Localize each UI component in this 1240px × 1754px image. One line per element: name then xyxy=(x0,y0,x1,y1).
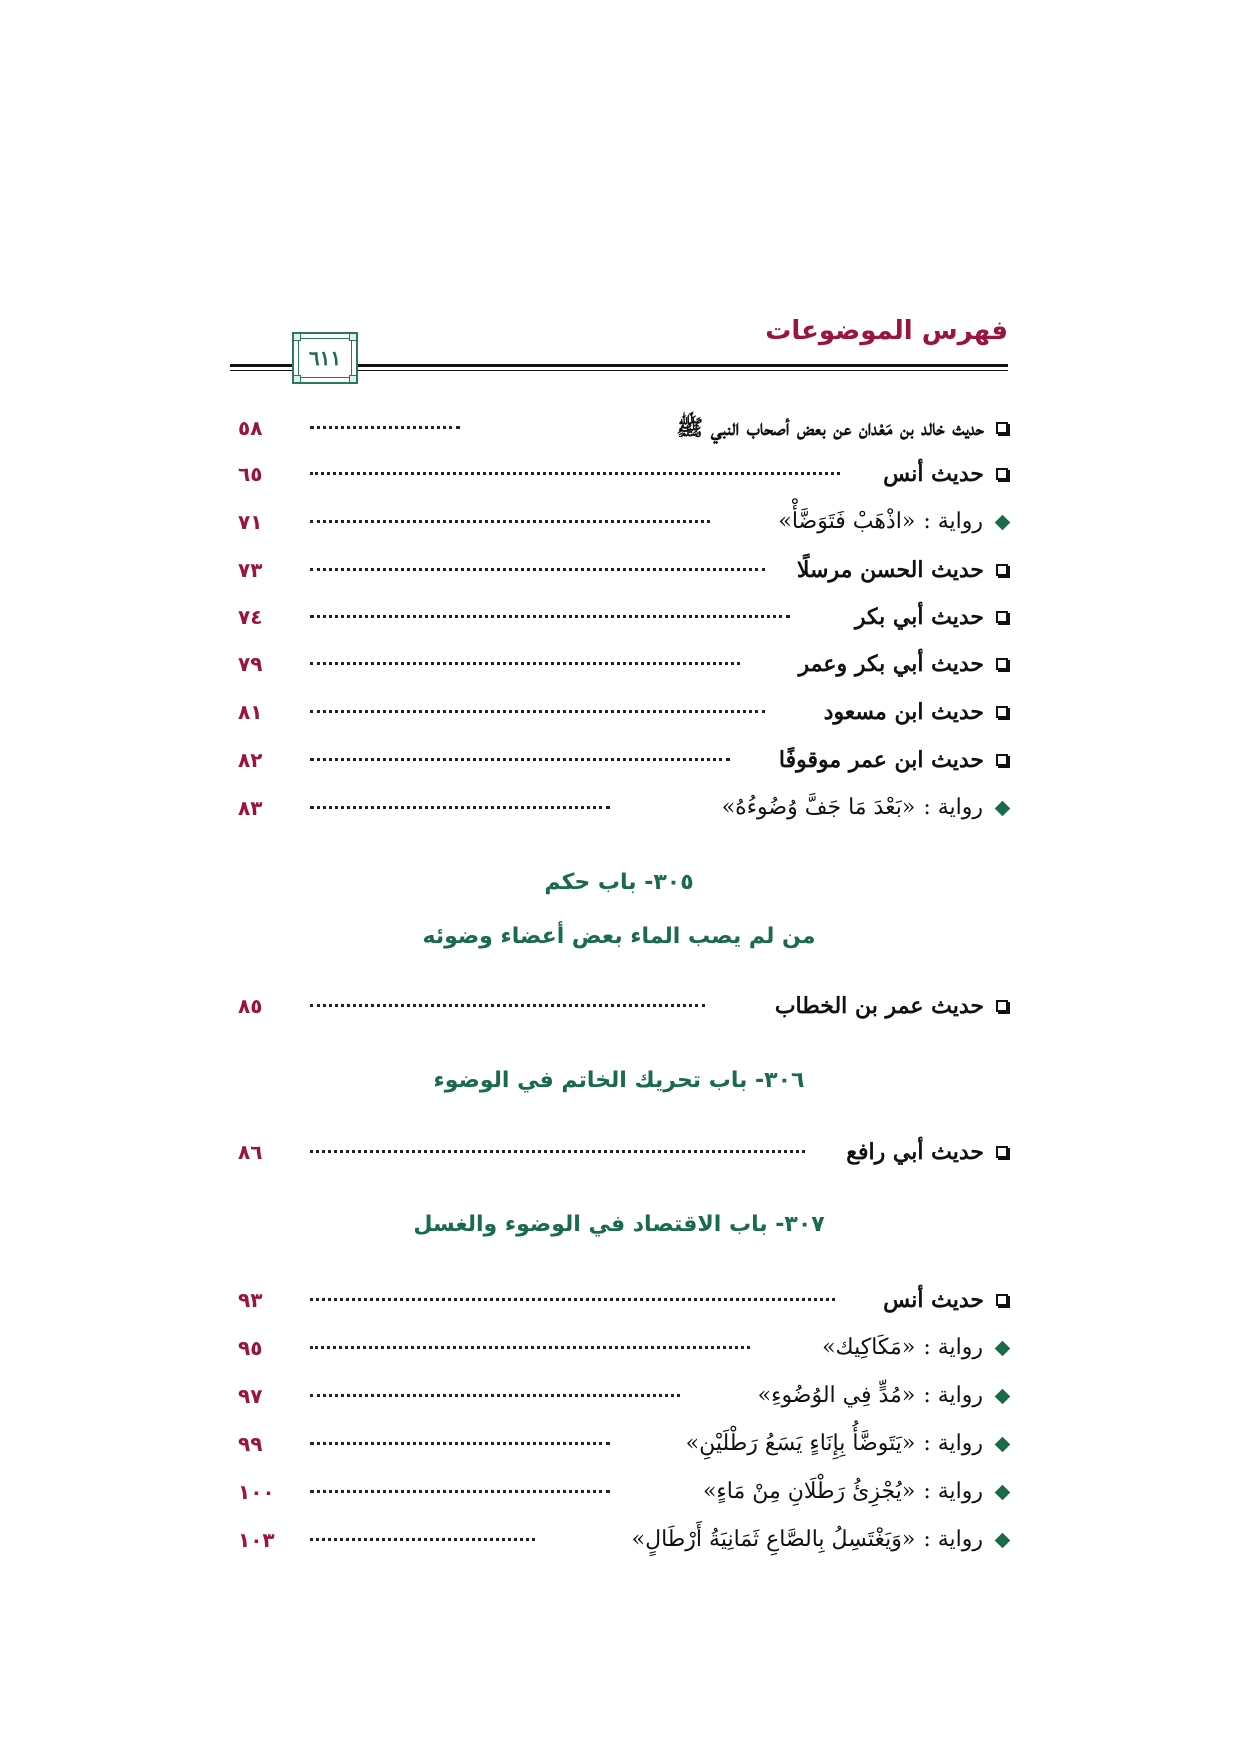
square-bullet-icon xyxy=(996,468,1008,480)
entry-text xyxy=(677,408,1008,448)
leader-dots xyxy=(310,1538,535,1541)
entry-label: حديث أبي بكر xyxy=(854,604,984,630)
entry-page-number: ٨٢ xyxy=(238,748,263,772)
entry-label: حديث الحسن مرسلًا xyxy=(796,557,984,583)
entry-label: «مَكَاكِيك» xyxy=(822,1335,916,1360)
diamond-bullet-icon xyxy=(995,1484,1011,1500)
square-bullet-icon xyxy=(996,1000,1008,1012)
leader-dots xyxy=(310,806,610,809)
toc-entry xyxy=(230,1280,1008,1320)
page-number: ٦١١ xyxy=(308,346,342,370)
square-bullet-icon xyxy=(996,422,1008,434)
entry-text xyxy=(686,1424,1008,1464)
toc-entry xyxy=(230,502,1008,542)
toc-entry xyxy=(230,1132,1008,1172)
entry-text xyxy=(758,1376,1008,1416)
entry-text xyxy=(779,740,1008,780)
entry-label: حديث أبي بكر وعمر xyxy=(798,651,984,677)
toc-entry xyxy=(230,644,1008,684)
entry-text xyxy=(632,1520,1008,1560)
ornament-corner xyxy=(293,375,301,383)
entry-page-number: ١٠٣ xyxy=(238,1528,275,1552)
entry-page-number: ١٠٠ xyxy=(238,1480,275,1504)
toc-entry xyxy=(230,1472,1008,1512)
entry-prefix: رواية : xyxy=(923,795,983,820)
entry-prefix: رواية : xyxy=(923,1383,983,1408)
entry-page-number: ٨٦ xyxy=(238,1140,263,1164)
entry-label: حديث أنس xyxy=(883,461,984,487)
entry-page-number: ٧٣ xyxy=(238,558,263,582)
toc-entry xyxy=(230,692,1008,732)
entry-prefix: رواية : xyxy=(923,1335,983,1360)
entry-prefix: رواية : xyxy=(923,1431,983,1456)
entry-text xyxy=(883,454,1008,494)
entry-text xyxy=(797,550,1008,590)
entry-text xyxy=(883,1280,1008,1320)
diamond-bullet-icon xyxy=(995,1532,1011,1548)
section-heading: ٣٠٧- باب الاقتصاد في الوضوء والغسل xyxy=(413,1212,825,1237)
leader-dots xyxy=(310,1004,705,1007)
leader-dots xyxy=(310,615,790,618)
entry-label: حديث ابن عمر موقوفًا xyxy=(778,747,984,773)
square-bullet-icon xyxy=(996,754,1008,766)
entry-label: حديث أبي رافع xyxy=(846,1139,984,1165)
section-heading: ٣٠٦- باب تحريك الخاتم في الوضوء xyxy=(433,1068,805,1093)
entry-label: «مُدٍّ فِي الوُضُوءِ» xyxy=(757,1383,916,1408)
diamond-bullet-icon xyxy=(995,1388,1011,1404)
square-bullet-icon xyxy=(996,611,1008,623)
entry-label: «اذْهَبْ فَتَوَضَّأْ» xyxy=(778,509,916,534)
entry-label: حديث عمر بن الخطاب xyxy=(774,993,984,1019)
entry-text xyxy=(703,1472,1008,1512)
leader-dots xyxy=(310,1394,680,1397)
leader-dots xyxy=(310,1490,610,1493)
diamond-bullet-icon xyxy=(995,514,1011,530)
square-bullet-icon xyxy=(996,1294,1008,1306)
entry-page-number: ٩٥ xyxy=(238,1336,263,1360)
diamond-bullet-icon xyxy=(995,1436,1011,1452)
toc-entry xyxy=(230,1424,1008,1464)
entry-text xyxy=(822,1328,1008,1368)
entry-label: حديث ابن مسعود xyxy=(823,699,984,725)
entry-page-number: ٦٥ xyxy=(238,462,263,486)
toc-entry xyxy=(230,550,1008,590)
leader-dots xyxy=(310,568,765,571)
entry-page-number: ٨١ xyxy=(238,700,263,724)
square-bullet-icon xyxy=(996,706,1008,718)
leader-dots xyxy=(310,758,730,761)
leader-dots xyxy=(310,662,740,665)
toc-entry xyxy=(230,408,1008,448)
entry-text xyxy=(855,597,1008,637)
toc-entry xyxy=(230,1376,1008,1416)
section-heading: من لم يصب الماء بعض أعضاء وضوئه xyxy=(422,924,816,949)
entry-text xyxy=(799,644,1008,684)
leader-dots xyxy=(310,1442,610,1445)
leader-dots xyxy=(310,1150,805,1153)
leader-dots xyxy=(310,520,710,523)
square-bullet-icon xyxy=(996,1146,1008,1158)
ornament-corner xyxy=(349,375,357,383)
entry-label: حديث خالد بن مَعْدان عن بعض أصحاب النبي ﷺ xyxy=(676,415,984,441)
entry-text xyxy=(846,1132,1008,1172)
entry-page-number: ٧٩ xyxy=(238,652,263,676)
entry-prefix: رواية : xyxy=(923,1527,983,1552)
ornament-corner xyxy=(293,333,301,341)
entry-text xyxy=(778,502,1008,542)
entry-label: حديث أنس xyxy=(883,1287,984,1313)
toc-entry xyxy=(230,986,1008,1026)
page-header-title: فهرس الموضوعات xyxy=(765,316,1008,346)
entry-page-number: ٨٣ xyxy=(238,796,263,820)
toc-entry xyxy=(230,788,1008,828)
entry-page-number: ٧٤ xyxy=(238,605,263,629)
entry-page-number: ٩٩ xyxy=(238,1432,263,1456)
toc-entry xyxy=(230,454,1008,494)
diamond-bullet-icon xyxy=(995,800,1011,816)
entry-text xyxy=(722,788,1008,828)
entry-page-number: ٨٥ xyxy=(238,994,263,1018)
entry-text xyxy=(824,692,1008,732)
section-heading: ٣٠٥- باب حكم xyxy=(544,870,694,895)
toc-entry xyxy=(230,1328,1008,1368)
leader-dots xyxy=(310,1298,835,1301)
entry-label: «يَتَوضَّأُ بِإِنَاءٍ يَسَعُ رَطْلَيْنِ» xyxy=(685,1431,916,1456)
entry-page-number: ٧١ xyxy=(238,510,263,534)
leader-dots xyxy=(310,1346,750,1349)
toc-entry xyxy=(230,1520,1008,1560)
entry-label: «يُجْزِئُ رَطْلَانِ مِنْ مَاءٍ» xyxy=(702,1479,916,1504)
diamond-bullet-icon xyxy=(995,1340,1011,1356)
entry-page-number: ٩٣ xyxy=(238,1288,263,1312)
leader-dots xyxy=(310,472,840,475)
toc-entry xyxy=(230,597,1008,637)
entry-page-number: ٩٧ xyxy=(238,1384,263,1408)
leader-dots xyxy=(310,710,765,713)
square-bullet-icon xyxy=(996,658,1008,670)
ornament-corner xyxy=(349,333,357,341)
entry-prefix: رواية : xyxy=(923,509,983,534)
square-bullet-icon xyxy=(996,564,1008,576)
entry-label: «بَعْدَ مَا جَفَّ وُضُوءُهُ» xyxy=(721,795,916,820)
page-number-badge xyxy=(292,332,358,384)
entry-prefix: رواية : xyxy=(923,1479,983,1504)
entry-label: «وَيَغْتَسِلُ بِالصَّاعِ ثَمَانِيَةُ أَرْطَالٍ» xyxy=(631,1527,916,1552)
leader-dots xyxy=(310,426,460,429)
entry-page-number: ٥٨ xyxy=(238,416,263,440)
toc-entry xyxy=(230,740,1008,780)
entry-text xyxy=(775,986,1008,1026)
